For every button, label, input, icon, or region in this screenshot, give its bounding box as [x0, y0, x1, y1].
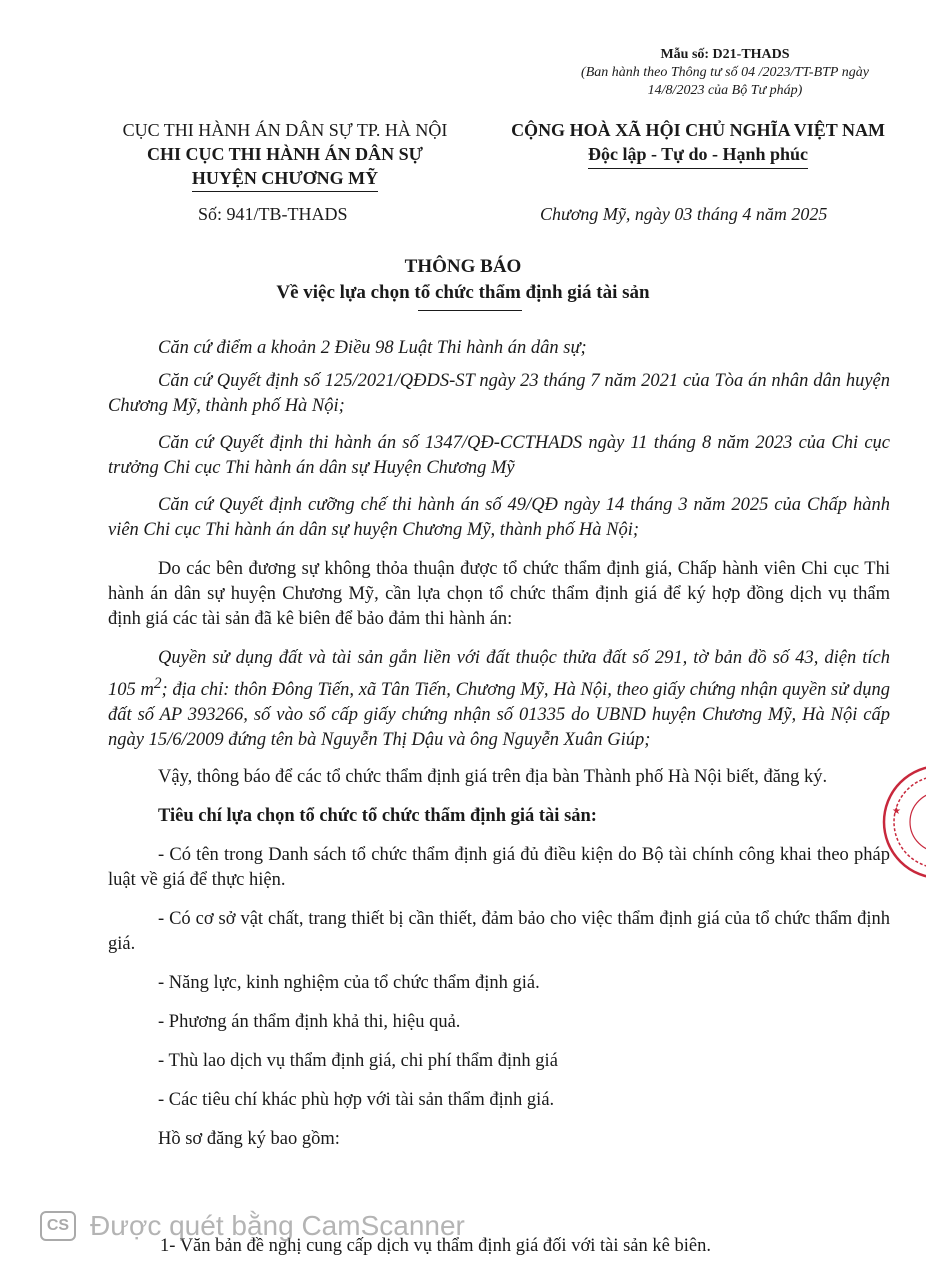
svg-text:★: ★: [892, 806, 901, 817]
legal-basis-4: Căn cứ Quyết định cưỡng chế thi hành án số 49/QĐ ngày 14 tháng 3 năm 2025 của Chấp hành viên Chi cục Thi hành án dân sự huyện Chương Mỹ, thành phố Hà Nội;: [108, 495, 890, 540]
national-title: CỘNG HOÀ XÃ HỘI CHỦ NGHĨA VIỆT NAM: [511, 120, 885, 140]
criteria-item-2: - Có cơ sở vật chất, trang thiết bị cần thiết, đảm bảo cho việc thẩm định giá của tổ chức thẩm định giá.: [108, 909, 890, 955]
form-code-block: [560, 46, 890, 100]
notice-paragraph: Vậy, thông báo để các tổ chức thẩm định giá trên địa bàn Thành phố Hà Nội biết, đăng ký.: [158, 767, 828, 788]
camscanner-logo: CS: [40, 1211, 76, 1241]
document-title: THÔNG BÁO: [404, 256, 522, 277]
legal-basis-2: Căn cứ Quyết định số 125/2021/QĐDS-ST ngày 23 tháng 7 năm 2021 của Tòa án nhân dân huyện Chương Mỹ, thành phố Hà Nội;: [108, 371, 890, 416]
scanner-watermark: [40, 1208, 465, 1244]
intro-paragraph: Do các bên đương sự không thỏa thuận được tổ chức thẩm định giá, Chấp hành viên Chi cục Thi hành án dân sự huyện Chương Mỹ, cần lựa chọn tổ chức thẩm định giá để ký hợp đồng dịch vụ thẩm định giá các tài sản đã kê biên để bảo đảm thi hành án:: [108, 559, 890, 629]
official-seal-fragment: [880, 762, 926, 882]
dossier-heading: Hồ sơ đăng ký bao gồm:: [158, 1129, 340, 1150]
title-divider: [418, 310, 522, 311]
issuing-agency-block: [80, 118, 490, 192]
asset-text-part-1: Quyền sử dụng đất và tài sản gắn liền với đất thuộc thửa đất số 291, tờ bản đồ số 43, diện tích 105 m: [108, 648, 890, 701]
form-issued-line-1: (Ban hành theo Thông tư số 04 /2023/TT-BTP ngày: [581, 65, 869, 80]
area-unit-superscript: 2: [153, 675, 162, 692]
criteria-item-6: - Các tiêu chí khác phù hợp với tài sản thẩm định giá.: [158, 1090, 555, 1111]
national-motto: Độc lập - Tự do - Hạnh phúc: [588, 142, 808, 169]
asset-text-part-2: ; địa chỉ: thôn Đông Tiến, xã Tân Tiến, Chương Mỹ, Hà Nội, theo giấy chứng nhận quyền sử dụng đất số AP 393266, số vào sổ cấp giấy chứng nhận số 01335 do UBND huyện Chương Mỹ, Hà Nội cấp ngày 15/6/2009 đứng tên bà Nguyễn Thị Dậu và ông Nguyễn Xuân Giúp;: [108, 680, 890, 751]
criteria-heading: Tiêu chí lựa chọn tổ chức tổ chức thẩm định giá tài sản:: [158, 806, 597, 827]
watermark-text: Được quét bằng CamScanner: [90, 1210, 465, 1241]
document-number: Số: 941/TB-THADS: [198, 204, 348, 224]
national-header-block: [488, 118, 908, 169]
document-title-block: [0, 254, 926, 306]
asset-description: [108, 646, 890, 753]
form-issued-line-2: 14/8/2023 của Bộ Tư pháp): [647, 83, 803, 98]
document-date: Chương Mỹ, ngày 03 tháng 4 năm 2025: [540, 204, 828, 224]
form-code: Mẫu số: D21-THADS: [660, 47, 790, 62]
sub-agency-line-1: CHI CỤC THI HÀNH ÁN DÂN SỰ: [146, 144, 424, 164]
criteria-item-3: - Năng lực, kinh nghiệm của tổ chức thẩm định giá.: [158, 973, 540, 994]
document-subject: Về việc lựa chọn tổ chức thẩm định giá tài sản: [276, 282, 650, 303]
criteria-item-4: - Phương án thẩm định khả thi, hiệu quả.: [158, 1012, 461, 1033]
dossier-item-1: 1- Văn bản đề nghị cung cấp dịch vụ thẩm định giá đối với tài sản kê biên.: [160, 1236, 711, 1256]
document-body: [108, 336, 890, 1152]
sub-agency-line-2: HUYỆN CHƯƠNG MỸ: [192, 166, 378, 192]
legal-basis-1: Căn cứ điểm a khoản 2 Điều 98 Luật Thi hành án dân sự;: [158, 338, 587, 358]
criteria-item-1: - Có tên trong Danh sách tổ chức thẩm định giá đủ điều kiện do Bộ tài chính công khai theo pháp luật về giá để thực hiện.: [108, 845, 890, 891]
parent-agency: CỤC THI HÀNH ÁN DÂN SỰ TP. HÀ NỘI: [122, 120, 448, 140]
criteria-item-5: - Thù lao dịch vụ thẩm định giá, chi phí thẩm định giá: [158, 1051, 558, 1072]
legal-basis-3: Căn cứ Quyết định thi hành án số 1347/QĐ-CCTHADS ngày 11 tháng 8 năm 2023 của Chi cục trưởng Chi cục Thi hành án dân sự Huyện Chương Mỹ: [108, 433, 890, 478]
